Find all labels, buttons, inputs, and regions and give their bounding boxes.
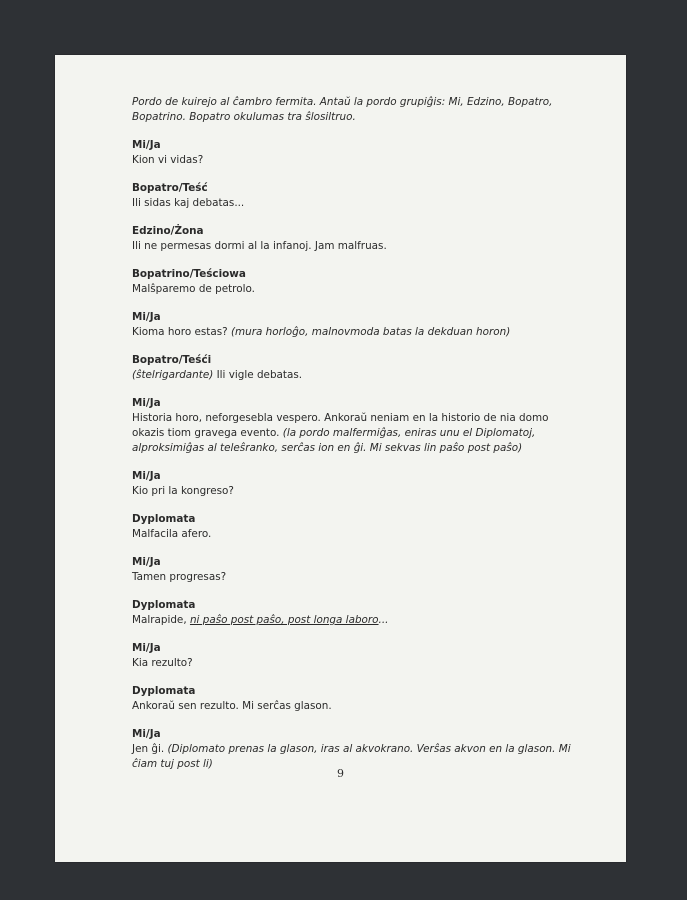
dialogue-block [132, 512, 572, 542]
dialogue-line [132, 368, 572, 383]
dialogue-block [132, 353, 572, 383]
dialogue-line: Kia rezulto? [132, 657, 193, 669]
speaker-name: Mi/Ja [132, 728, 161, 740]
speaker-name: Mi/Ja [132, 642, 161, 654]
dialogue-line: Kio pri la kongreso? [132, 485, 234, 497]
speaker-name: Bopatro/Teść [132, 182, 208, 194]
dialogue-block [132, 598, 572, 628]
dialogue-block [132, 555, 572, 585]
dialogue-block [132, 727, 572, 772]
dialogue-text: Historia horo, neforgesebla vespero. Ankoraŭ neniam en la historio de nia domo okazis tiom gravega evento. [132, 412, 549, 439]
dialogue-block [132, 684, 572, 714]
dialogue-line: Ili sidas kaj debatas... [132, 197, 245, 209]
stage-direction: (mura horloĝo, malnovmoda batas la dekduan horon) [230, 326, 511, 338]
speaker-name: Edzino/Żona [132, 225, 204, 237]
dialogue-block [132, 267, 572, 297]
page-number: 9 [337, 767, 344, 780]
dialogue-text: Jen ĝi. [132, 743, 165, 755]
dialogue-line: Ili ne permesas dormi al la infanoj. Jam malfruas. [132, 240, 387, 252]
ellipsis: ... [378, 614, 389, 626]
dialogue-line: Kion vi vidas? [132, 154, 204, 166]
dialogue-line [132, 325, 572, 340]
stage-direction: (ŝtelrigardante) [132, 369, 214, 381]
stage-direction: (Diplomato prenas la glason, iras al akvokrano. Verŝas akvon en la glason. Mi ĉiam tuj post li) [132, 743, 571, 770]
speaker-name: Mi/Ja [132, 470, 161, 482]
dialogue-text: Kioma horo estas? [132, 326, 228, 338]
dialogue-block [132, 224, 572, 254]
speaker-name: Bopatro/Teśći [132, 354, 212, 366]
speaker-name: Dyplomata [132, 513, 196, 525]
dialogue-block [132, 310, 572, 340]
speaker-name: Mi/Ja [132, 556, 161, 568]
play-script-text [132, 95, 572, 772]
speaker-name: Mi/Ja [132, 139, 161, 151]
intro-stage-direction: Pordo de kuirejo al ĉambro fermita. Antaŭ la pordo grupiĝis: Mi, Edzino, Bopatro, Bopatrino. Bopatro okulumas tra ŝlosiltruo. [132, 96, 553, 123]
dialogue-line [132, 613, 572, 628]
dialogue-line: Tamen progresas? [132, 571, 227, 583]
speaker-name: Dyplomata [132, 599, 196, 611]
speaker-name: Mi/Ja [132, 311, 161, 323]
dialogue-block [132, 641, 572, 671]
dialogue-block [132, 469, 572, 499]
dialogue-line: Malfacila afero. [132, 528, 212, 540]
dialogue-block [132, 181, 572, 211]
dialogue-text: Malrapide, [132, 614, 187, 626]
underlined-phrase: ni paŝo post paŝo, post longa laboro [189, 614, 379, 626]
dialogue-line: Malŝparemo de petrolo. [132, 283, 255, 295]
dialogue-block [132, 396, 572, 456]
document-page [55, 55, 626, 862]
stage-direction: (la pordo malfermiĝas, eniras unu el Diplomatoj, alproksimiĝas al teleŝranko, serĉas ion en ĝi. Mi sekvas lin paŝo post paŝo) [132, 427, 536, 454]
speaker-name: Bopatrino/Teściowa [132, 268, 246, 280]
dialogue-line [132, 411, 572, 456]
dialogue-text: Ili vigle debatas. [216, 369, 303, 381]
dialogue-line: Ankoraŭ sen rezulto. Mi serĉas glason. [132, 700, 332, 712]
dialogue-block [132, 138, 572, 168]
speaker-name: Dyplomata [132, 685, 196, 697]
speaker-name: Mi/Ja [132, 397, 161, 409]
